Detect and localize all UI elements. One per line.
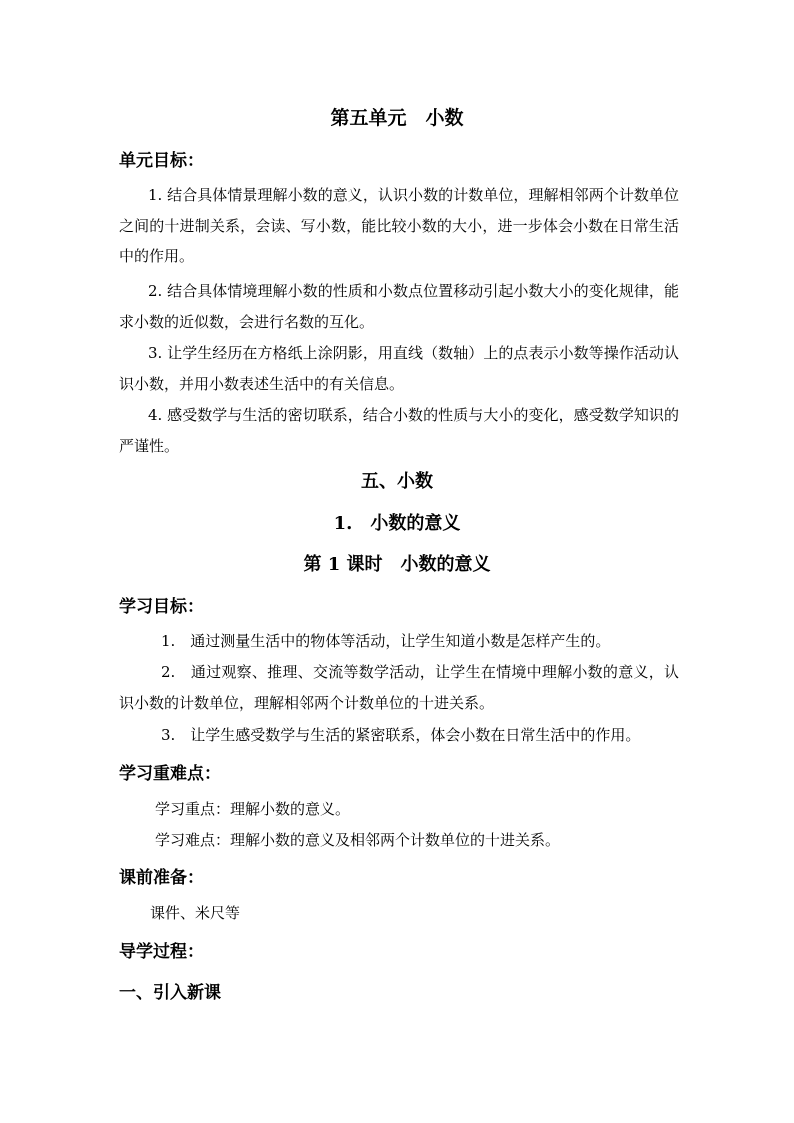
lesson-objectives-heading: 学习目标： bbox=[119, 597, 204, 617]
lesson-objective-2: 2. 通过观察、推理、交流等数学活动，让学生在情境中理解小数的意义，认识小数的计数单位，理解相邻两个计数单位的十进关系。 bbox=[119, 663, 679, 712]
preparation-heading: 课前准备： bbox=[119, 868, 204, 888]
lesson-objective-3: 3. 让学生感受数学与生活的紧密联系，体会小数在日常生活中的作用。 bbox=[161, 726, 641, 744]
chapter-title: 五、小数 bbox=[361, 471, 433, 492]
key-difficult-heading: 学习重难点： bbox=[119, 764, 221, 784]
unit-goal-4: 4. 感受数学与生活的密切联系，结合小数的性质与大小的变化，感受数学知识的严谨性。 bbox=[119, 406, 679, 455]
unit-goal-1: 1. 结合具体情景理解小数的意义，认识小数的计数单位，理解相邻两个计数单位之间的十进制关系，会读、写小数，能比较小数的大小，进一步体会小数在日常生活中的作用。 bbox=[119, 186, 679, 265]
unit-goals-heading: 单元目标： bbox=[119, 151, 204, 171]
difficult-point: 学习难点：理解小数的意义及相邻两个计数单位的十进关系。 bbox=[155, 831, 561, 849]
lesson-title: 第 1 课时 小数的意义 bbox=[303, 554, 491, 575]
preparation-items: 课件、米尺等 bbox=[150, 904, 241, 922]
unit-title: 第五单元 小数 bbox=[330, 107, 464, 129]
lesson-objective-1: 1. 通过测量生活中的物体等活动，让学生知道小数是怎样产生的。 bbox=[161, 632, 611, 650]
unit-goal-3: 3. 让学生经历在方格纸上涂阴影，用直线（数轴）上的点表示小数等操作活动认识小数，并用小数表述生活中的有关信息。 bbox=[119, 344, 679, 393]
step-one-heading: 一、引入新课 bbox=[119, 983, 221, 1003]
process-heading: 导学过程： bbox=[119, 942, 204, 962]
unit-goal-2: 2. 结合具体情境理解小数的性质和小数点位置移动引起小数大小的变化规律，能求小数的近似数，会进行名数的互化。 bbox=[119, 282, 679, 331]
key-point: 学习重点：理解小数的意义。 bbox=[155, 800, 351, 818]
section-title: 1. 小数的意义 bbox=[333, 513, 461, 534]
